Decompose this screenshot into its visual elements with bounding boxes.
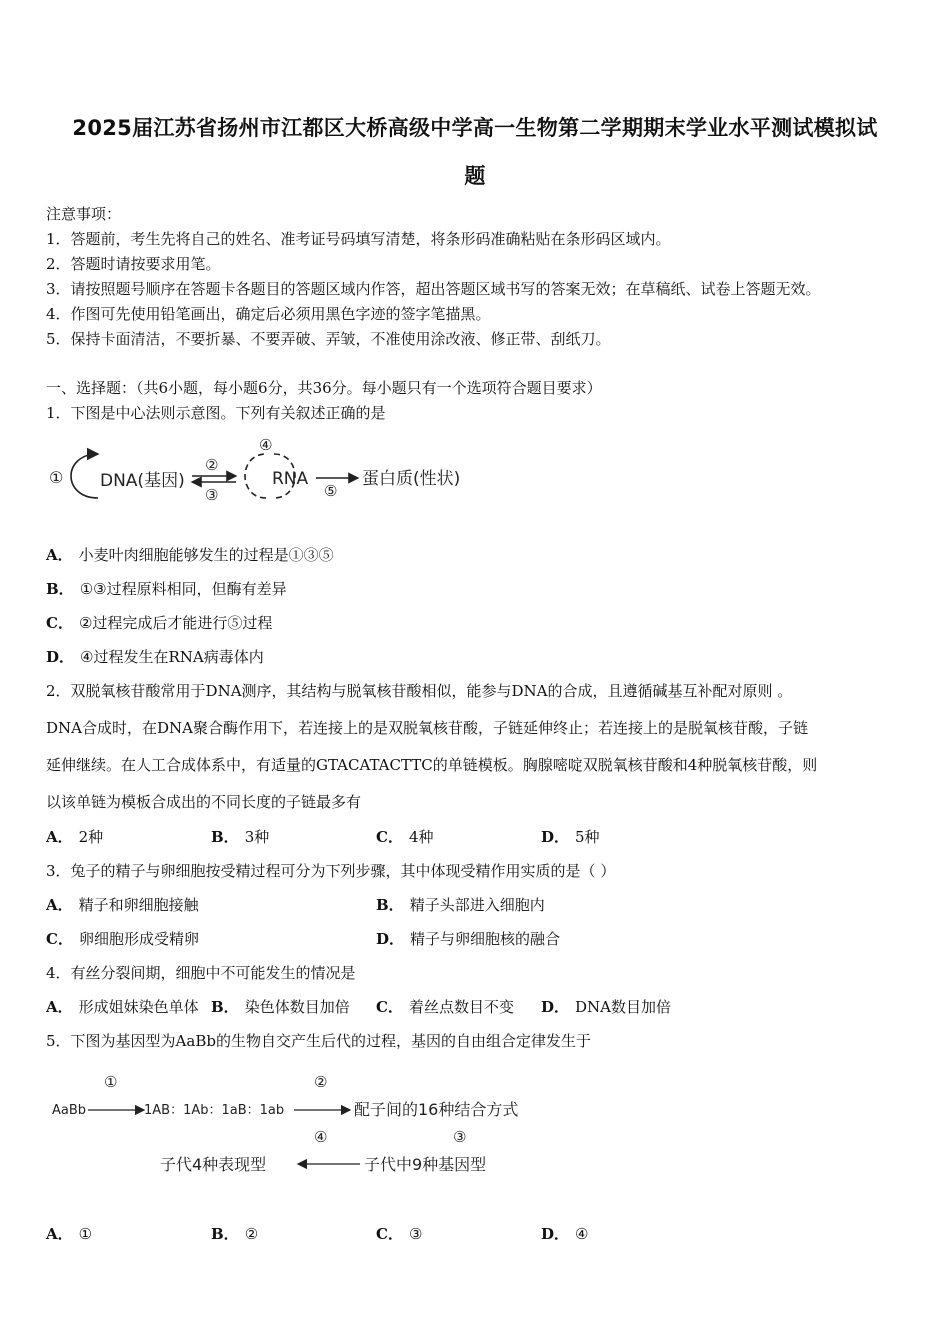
step-4-label: ④ (314, 1128, 328, 1146)
q3-option-b: B． 精子头部进入细胞内 (376, 896, 545, 914)
process-5-label: ⑤ (324, 482, 338, 500)
step-1-label: ① (104, 1073, 118, 1091)
q4-option-b: B． 染色体数目加倍 (211, 998, 350, 1016)
rna-replication-arrow (245, 454, 266, 498)
q1-stem: 1．下图是中心法则示意图。下列有关叙述正确的是 (46, 404, 386, 422)
q1-option-b: B． ①③过程原料相同，但酶有差异 (46, 580, 287, 598)
q2-option-c: C． 4种 (376, 828, 434, 846)
section-heading: 一、选择题：（共6小题，每小题6分，共36分。每小题只有一个选项符合题目要求） (46, 379, 602, 397)
notice-heading: 注意事项： (46, 205, 122, 223)
notice-item: 4．作图可先使用铅笔画出，确定后必须用黑色字迹的签字笔描黑。 (46, 305, 491, 323)
gametes-ratio: 1AB：1Ab：1aB：1ab (144, 1103, 285, 1118)
notice-item: 2．答题时请按要求用笔。 (46, 255, 221, 273)
step-2-label: ② (314, 1073, 328, 1091)
notice-item: 1．答题前，考生先将自己的姓名、准考证号码填写清楚，将条形码准确粘贴在条形码区域内。 (46, 230, 671, 248)
process-4-label: ④ (259, 436, 273, 454)
dna-label: DNA(基因) (100, 471, 185, 491)
q1-option-a: A． 小麦叶肉细胞能够发生的过程是①③⑤ (46, 546, 334, 564)
page-title-line-1: 2025届江苏省扬州市江都区大桥高级中学高一生物第二学期期末学业水平测试模拟试 (72, 116, 878, 140)
q4-option-a: A． 形成姐妹染色单体 (46, 998, 199, 1016)
q4-option-c: C． 着丝点数目不变 (376, 998, 514, 1016)
process-1-label: ① (49, 468, 64, 487)
q2-option-d: D． 5种 (541, 828, 600, 846)
process-3-label: ③ (205, 486, 219, 504)
q3-option-a: A． 精子和卵细胞接触 (46, 896, 199, 914)
q1-option-d: D． ④过程发生在RNA病毒体内 (46, 648, 264, 666)
protein-label: 蛋白质(性状) (362, 469, 461, 489)
q2-stem-line: 以该单链为模板合成出的不同长度的子链最多有 (46, 793, 362, 811)
free-combination-diagram (46, 1064, 546, 1184)
q1-option-c: C． ②过程完成后才能进行⑤过程 (46, 614, 273, 632)
page-title-line-2: 题 (464, 164, 486, 188)
central-dogma-diagram (40, 432, 480, 512)
step-3-label: ③ (453, 1128, 467, 1146)
q4-option-d: D． DNA数目加倍 (541, 998, 671, 1016)
rna-label: RNA (272, 469, 309, 489)
offspring-genotypes: 子代中9种基因型 (364, 1155, 487, 1174)
q2-stem-line: 延伸继续。在人工合成体系中，有适量的GTACATACTTC的单链模板。胸腺嘧啶双脱氧核苷酸和4种脱氧核苷酸，则 (46, 756, 818, 774)
notice-item: 5．保持卡面清洁，不要折暴、不要弄破、弄皱，不准使用涂改液、修正带、刮纸刀。 (46, 330, 611, 348)
q5-option-d: D． ④ (541, 1225, 589, 1243)
q3-option-c: C． 卵细胞形成受精卵 (46, 930, 199, 948)
notice-item: 3．请按照题号顺序在答题卡各题目的答题区域内作答，超出答题区域书写的答案无效；在草稿纸、试卷上答题无效。 (46, 280, 821, 298)
q5-option-a: A． ① (46, 1225, 93, 1243)
process-2-label: ② (205, 456, 219, 474)
offspring-phenotypes: 子代4种表现型 (160, 1155, 267, 1174)
q2-stem-line: DNA合成时，在DNA聚合酶作用下，若连接上的是双脱氧核苷酸，子链延伸终止；若连接上的是脱氧核苷酸，子链 (46, 719, 808, 737)
q2-stem-line: 2．双脱氧核苷酸常用于DNA测序，其结构与脱氧核苷酸相似，能参与DNA的合成，且遵循碱基互补配对原则 。 (46, 682, 793, 700)
q5-option-b: B． ② (211, 1225, 259, 1243)
q2-option-b: B． 3种 (211, 828, 270, 846)
q4-stem: 4．有丝分裂间期，细胞中不可能发生的情况是 (46, 964, 356, 982)
q5-stem: 5．下图为基因型为AaBb的生物自交产生后代的过程，基因的自由组合定律发生于 (46, 1032, 591, 1050)
q2-option-a: A． 2种 (46, 828, 104, 846)
gamete-combinations: 配子间的16种结合方式 (354, 1100, 519, 1119)
parent-genotype: AaBb (52, 1103, 87, 1118)
q5-option-c: C． ③ (376, 1225, 423, 1243)
replication-arrow (71, 454, 98, 498)
q3-option-d: D． 精子与卵细胞核的融合 (376, 930, 561, 948)
q3-stem: 3．兔子的精子与卵细胞按受精过程可分为下列步骤，其中体现受精作用实质的是（ ） (46, 862, 616, 880)
